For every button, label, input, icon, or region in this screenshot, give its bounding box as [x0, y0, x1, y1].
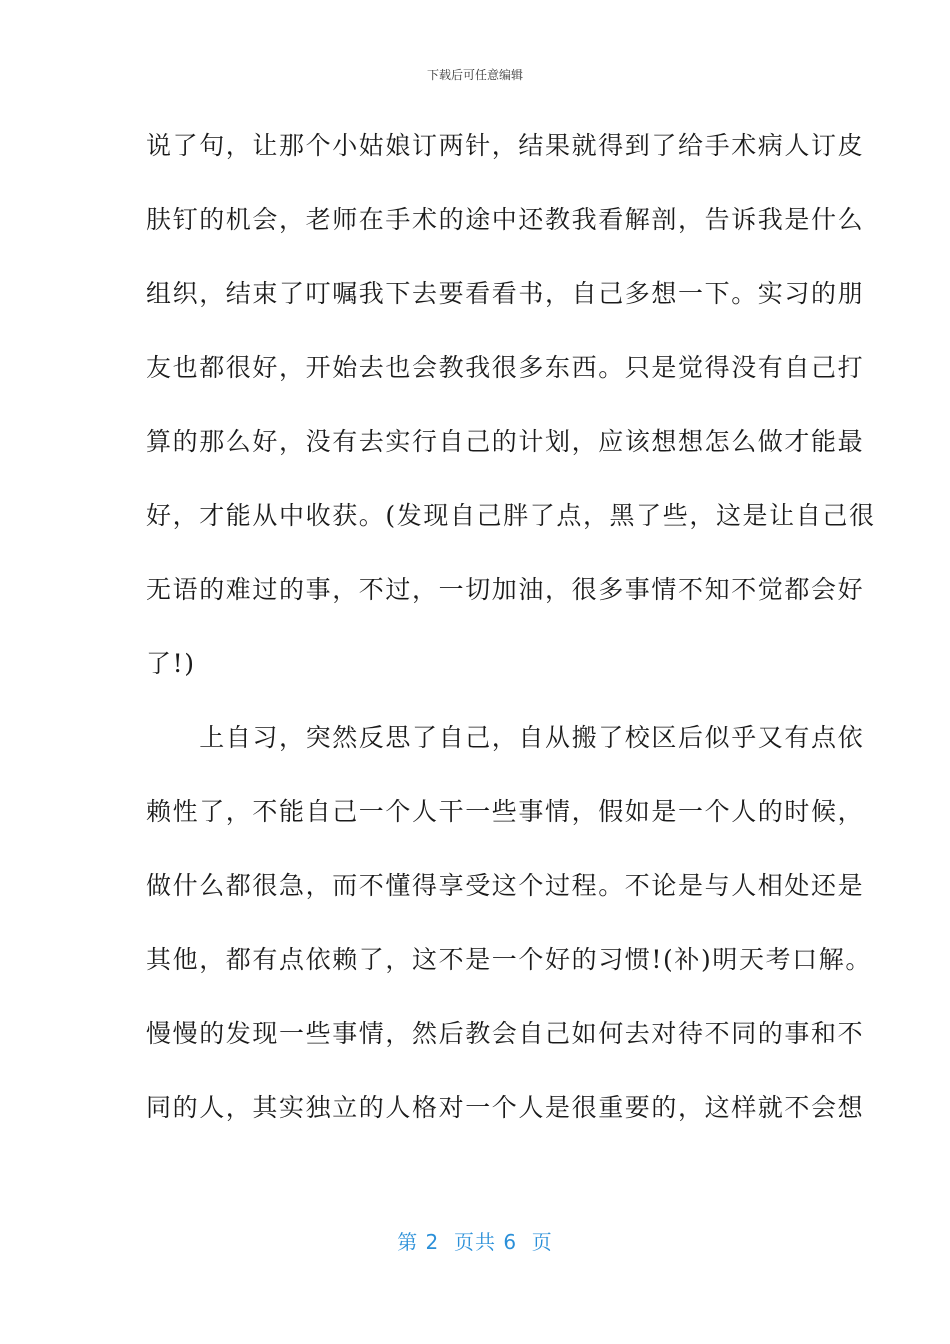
- text-line: 无语的难过的事，不过，一切加油，很多事情不知不觉都会好: [146, 575, 865, 604]
- text-line: 算的那么好，没有去实行自己的计划，应该想想怎么做才能最: [146, 427, 865, 456]
- header-note: 下载后可任意编辑: [426, 68, 523, 82]
- text-line: 肤钉的机会，老师在手术的途中还教我看解剖，告诉我是什么: [146, 205, 865, 234]
- text-line: 上自习，突然反思了自己，自从搬了校区后似乎又有点依: [146, 723, 865, 752]
- page-number-footer: [0, 1226, 950, 1255]
- text-line: 其他，都有点依赖了，这不是一个好的习惯!(补)明天考口解。: [146, 945, 872, 974]
- text-line: 友也都很好，开始去也会教我很多东西。只是觉得没有自己打: [146, 353, 865, 382]
- text-line: 说了句，让那个小姑娘订两针，结果就得到了给手术病人订皮: [146, 131, 865, 160]
- text-line: 做什么都很急，而不懂得享受这个过程。不论是与人相处还是: [146, 871, 865, 900]
- text-line: 了!): [146, 649, 196, 678]
- text-line: 组织，结束了叮嘱我下去要看看书，自己多想一下。实习的朋: [146, 279, 865, 308]
- text-line: 好，才能从中收获。(发现自己胖了点，黑了些，这是让自己很: [146, 501, 876, 530]
- page-number-text: 第 2 页共 6 页: [397, 1230, 553, 1254]
- text-line: 赖性了，不能自己一个人干一些事情，假如是一个人的时候，: [146, 797, 865, 826]
- text-line: 同的人，其实独立的人格对一个人是很重要的，这样就不会想: [146, 1093, 865, 1122]
- text-line: 慢慢的发现一些事情，然后教会自己如何去对待不同的事和不: [146, 1019, 865, 1048]
